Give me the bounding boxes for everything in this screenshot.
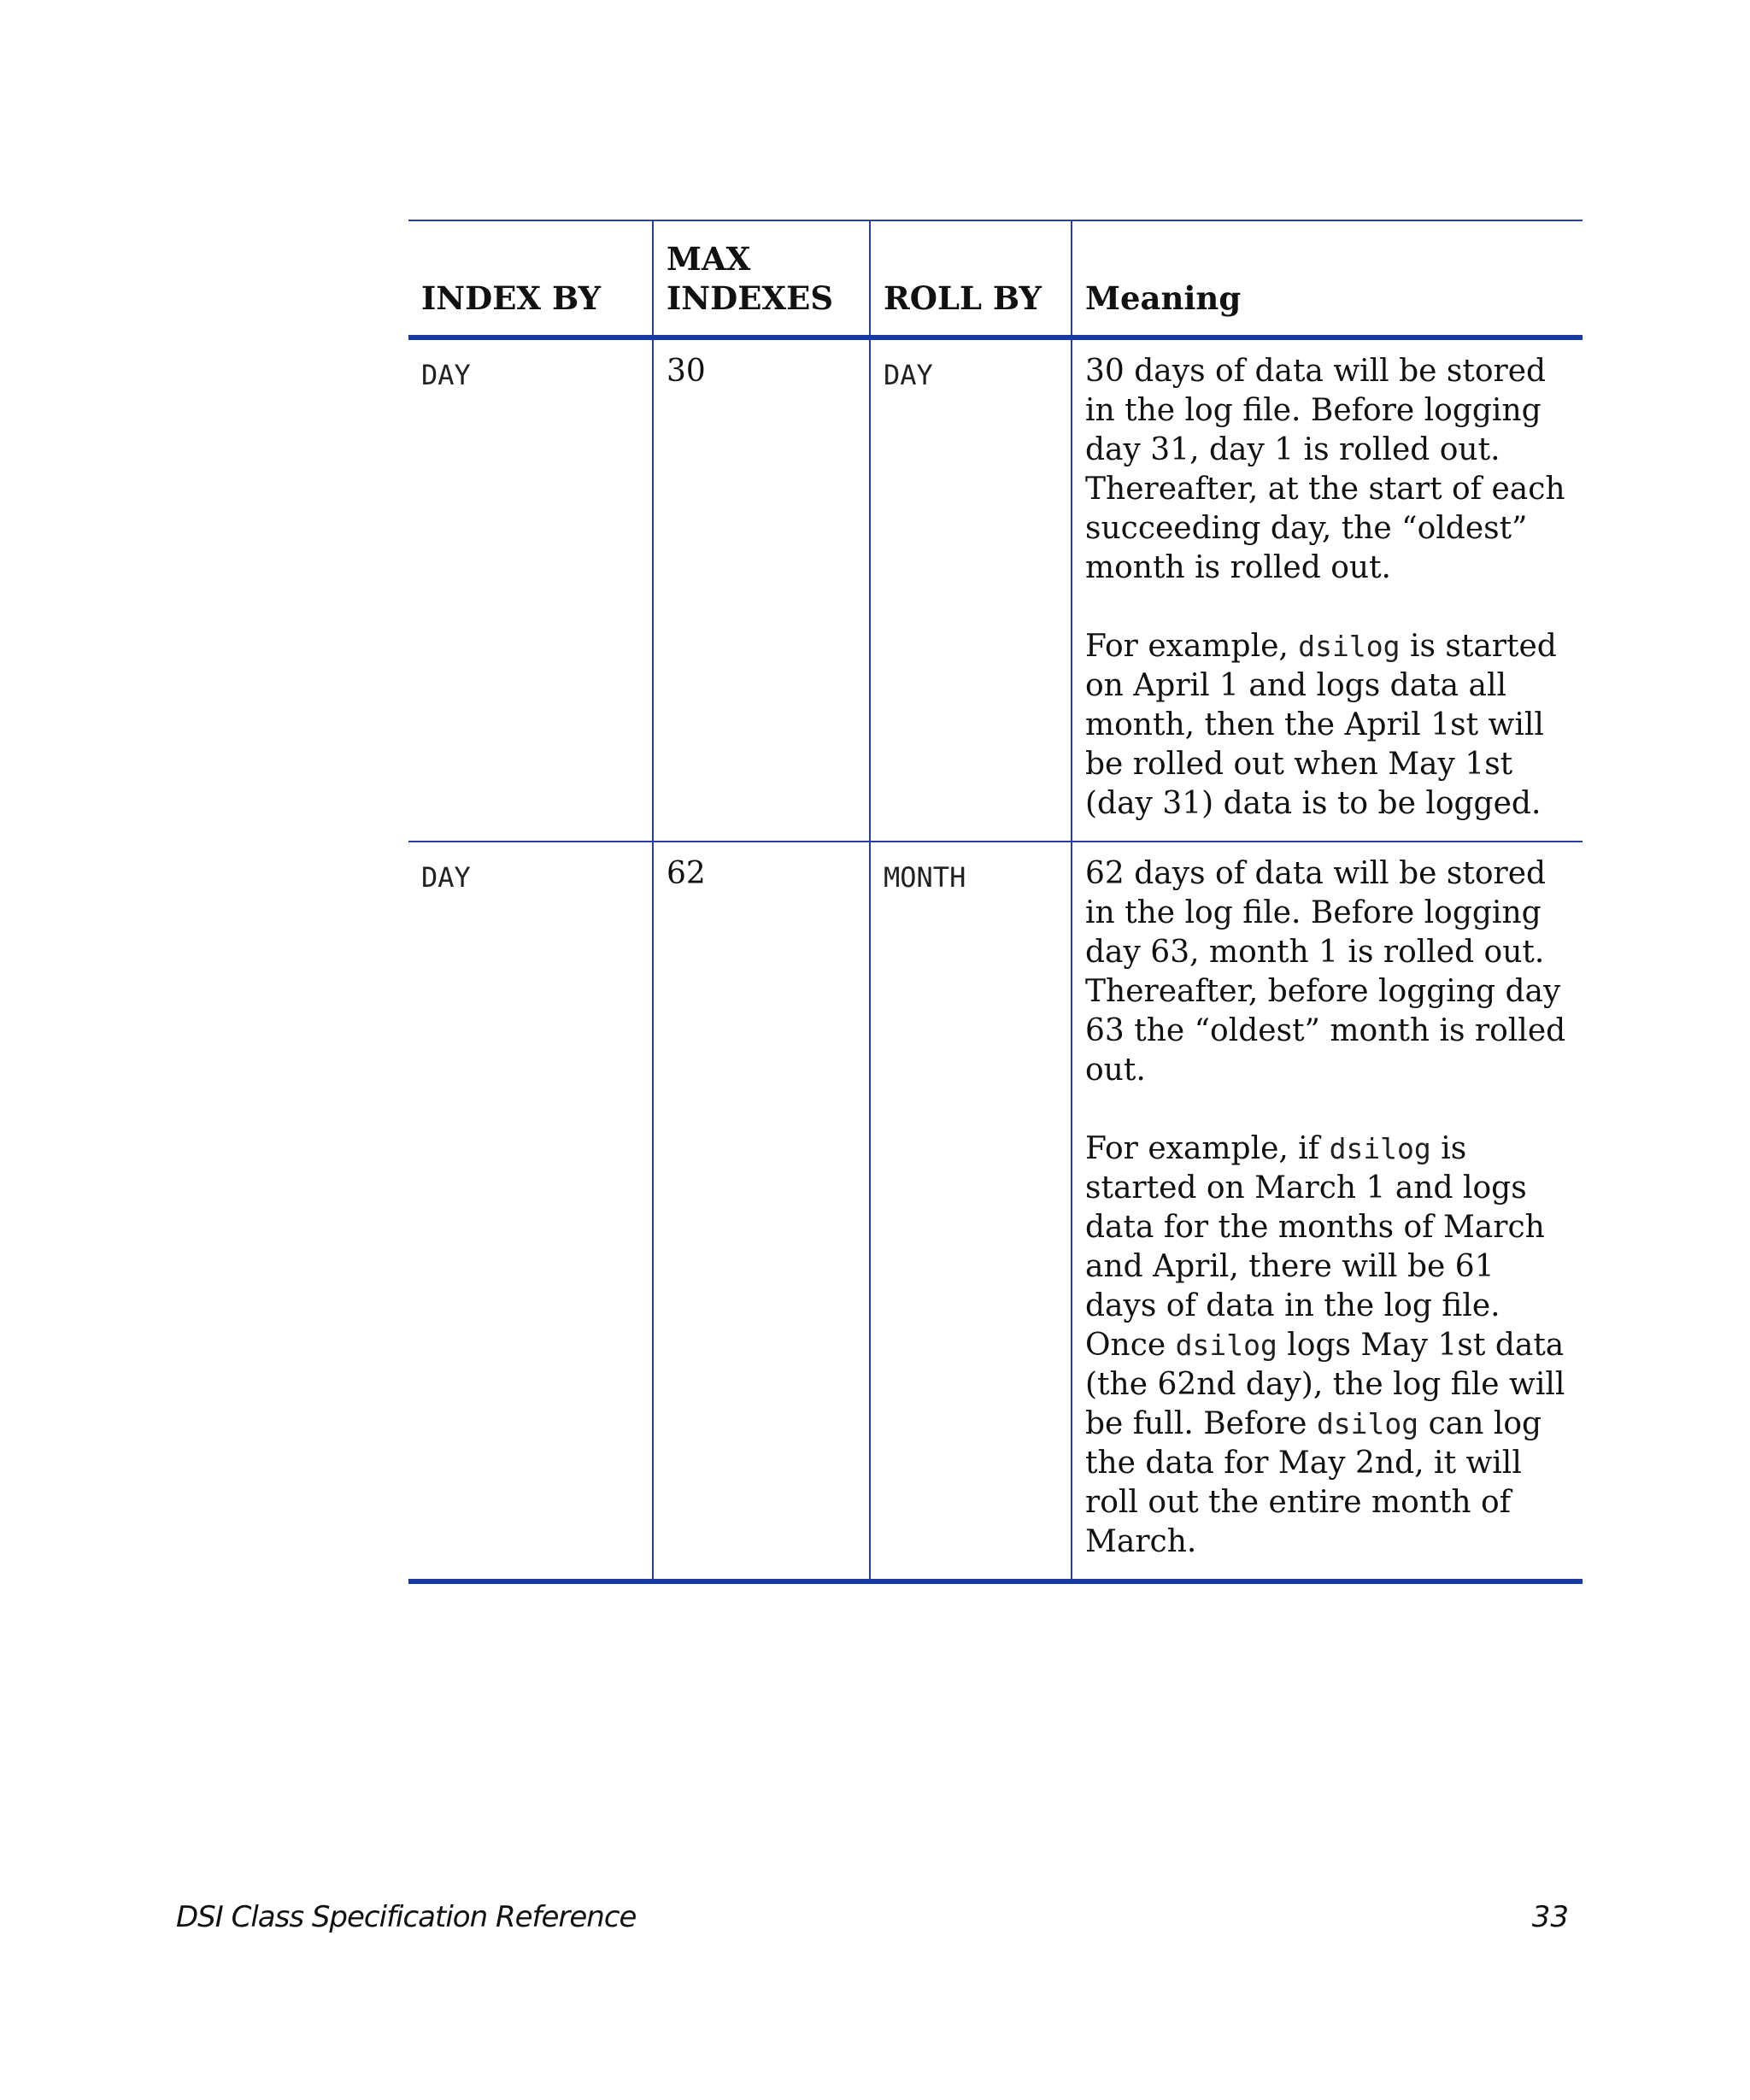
- meaning-text: is started on March 1 and logs data for the months of March and April, there will be 61 days of data in the log file. Once: [1085, 1131, 1545, 1363]
- command-code: dsilog: [1298, 630, 1401, 663]
- meaning-example-paragraph: [1085, 1129, 1574, 1562]
- command-code: dsilog: [1329, 1132, 1431, 1165]
- header-index-by-label: INDEX BY: [421, 279, 602, 317]
- meaning-paragraph: 62 days of data will be stored in the log file. Before logging day 63, month 1 is rolled out. Thereafter, before logging day 63 the “oldest” month is rolled out.: [1085, 856, 1566, 1088]
- cell-index-by: DAY: [421, 359, 471, 391]
- footer-page-number: 33: [1531, 1900, 1569, 1934]
- index-roll-table: [408, 220, 1583, 1584]
- command-code: dsilog: [1316, 1407, 1419, 1440]
- meaning-text: can log the data for May 2nd, it will roll out the entire month of March.: [1085, 1406, 1542, 1559]
- meaning-text: logs May 1st data (the 62nd day), the log file will be full. Before: [1085, 1328, 1565, 1441]
- meaning-paragraph: 30 days of data will be stored in the log file. Before logging day 31, day 1 is rolled out. Thereafter, at the start of each succeeding day, the “oldest” month is rolled out.: [1085, 354, 1565, 585]
- header-roll-by-label: ROLL BY: [884, 279, 1042, 317]
- table-header-row: [408, 220, 1583, 337]
- header-max-indexes-line1: MAX: [667, 240, 751, 278]
- cell-meaning: [1072, 337, 1583, 842]
- table-row: [408, 842, 1583, 1581]
- header-meaning-label: Meaning: [1085, 279, 1242, 317]
- cell-max-indexes: 62: [653, 842, 870, 1581]
- header-index-by: [408, 220, 653, 337]
- meaning-text: For example,: [1085, 629, 1299, 664]
- header-max-indexes-line2: INDEXES: [667, 279, 834, 317]
- cell-meaning: [1072, 842, 1583, 1581]
- meaning-text: is started on April 1 and logs data all month, then the April 1st will be rolled out when May 1st (day 31) data is to be logged.: [1085, 629, 1557, 821]
- meaning-example-paragraph: [1085, 627, 1574, 824]
- footer-document-title: DSI Class Specification Reference: [176, 1900, 637, 1934]
- command-code: dsilog: [1175, 1329, 1277, 1362]
- header-meaning: [1072, 220, 1583, 337]
- cell-max-indexes: 30: [653, 337, 870, 842]
- meaning-text: For example, if: [1085, 1131, 1330, 1166]
- header-max-indexes: [653, 220, 870, 337]
- cell-roll-by: DAY: [870, 337, 1072, 842]
- cell-roll-by: MONTH: [870, 842, 1072, 1581]
- header-roll-by: [870, 220, 1072, 337]
- cell-index-by: DAY: [421, 861, 471, 894]
- table-row: [408, 337, 1583, 842]
